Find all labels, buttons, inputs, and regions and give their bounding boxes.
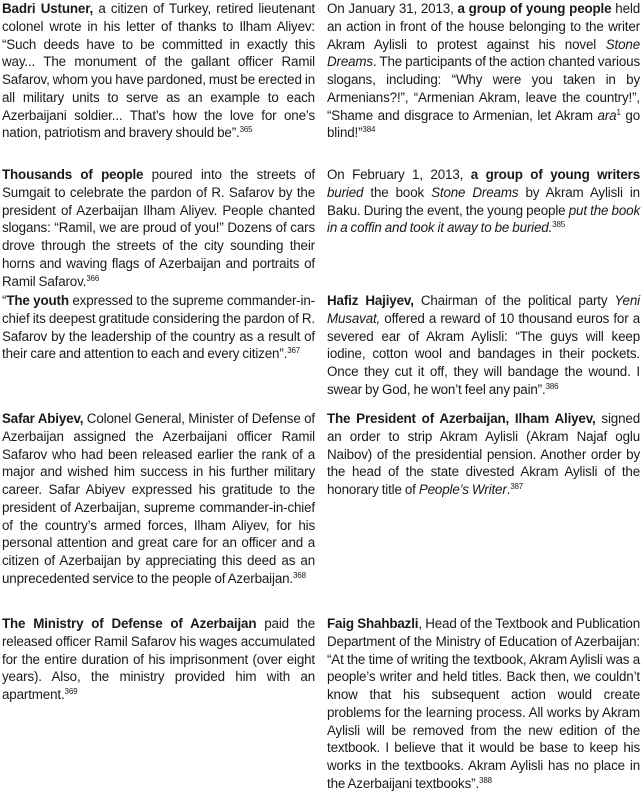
open-quote: “ xyxy=(2,293,7,308)
paragraph-lead: a group of young people xyxy=(457,1,612,16)
book-title: Stone Dreams xyxy=(431,184,519,200)
footnote-ref[interactable]: 385 xyxy=(552,220,566,230)
italic-term: ara xyxy=(597,107,617,123)
party-name: Yeni Musavat, xyxy=(327,293,640,326)
paragraph-young-writers-burial xyxy=(327,166,640,237)
paragraph-the-youth xyxy=(2,292,315,363)
paragraph-text: On January 31, 2013, xyxy=(327,1,458,16)
footnote-ref[interactable]: 387 xyxy=(510,482,524,491)
paragraph-text: expressed to the supreme commander-in-chief its deepest gratitude considering the pardon of R. Safarov by the leadership of the country as a result of their care and attention to each and every citizen”. xyxy=(2,293,315,362)
paragraph-hafiz-hajiyev xyxy=(327,292,640,399)
paragraph-text: go blind!” xyxy=(327,107,640,141)
honorary-title: People’s Writer xyxy=(418,482,507,497)
paragraph-president-order xyxy=(327,410,640,499)
paragraph-lead: The Ministry of Defense of Azerbaijan xyxy=(2,616,257,631)
paragraph-lead: a group of young writers xyxy=(470,167,641,182)
paragraph-text: offered a reward of 10 thousand euros for a severed ear of Akram Aylisli: “The guys will keep iodine, cotton wool and bandages in their pockets. Once they cut it off, they will bandage the wound. I swear by God, he won’t feel any pain”. xyxy=(327,310,640,397)
paragraph-text: signed an order to strip Akram Aylisli (Akram Najaf oglu Naibov) of the presidential pension. Another order by the head of the state divested Akram Aylisli of the honorary title of xyxy=(327,411,640,497)
paragraph-text: Colonel General, Minister of Defense of Azerbaijan assigned the Azerbaijani officer Ramil Safarov who had been released earlier the rank of a major and wished him success in his further military career. Safar Abiyev expressed his gratitude to the president of Azerbaijan, supreme commander-in-chief of the country’s armed forces, Ilham Aliyev, for his personal attention and great care for an officer and a citizen of Azerbaijan by appreciating this deed as an unprecedented service to the people of Azerbaijan. xyxy=(2,411,315,586)
footnote-ref[interactable]: 384 xyxy=(362,125,376,135)
footnote-ref[interactable]: 367 xyxy=(287,346,301,356)
paragraph-text: , Head of the Textbook and Publication Department of the Ministry of Education of Azerbaijan: “At the time of writing the textbook, Akram Aylisli was a people’s writer and held titles. Back then, we couldn’t know that his subsequent action would create problems for the learning process. All works by Akram Aylisli will be removed from the new edition of the textbook. I believe that it would be base to keep his works in the textbooks. Akram Aylisli has no place in the Azerbaijani textbooks”. xyxy=(327,616,640,791)
paragraph-text: the book xyxy=(363,184,432,200)
paragraph-text: a citizen of Turkey, retired lieutenant colonel wrote in his letter of thanks to Ilham Aliyev: “Such deeds have to be committed in exactly this way... The monument of the gallant officer Ramil Safarov, whom you have pardoned, must be erected in all military units to serve as an example to each Azerbaijani soldier... That’s how the love for one’s nation, patriotism and bravery should be”. xyxy=(2,1,315,141)
paragraph-text: . The participants of the action chanted various slogans, including: “Why were you taken in by Armenians?!”, “Armenian Akram, leave the country!”, “Shame and disgrace to Armenian, let Akram xyxy=(327,54,640,123)
note-marker: 1 xyxy=(616,107,621,117)
footnote-ref[interactable]: 386 xyxy=(545,381,559,391)
paragraph-text: Chairman of the political party xyxy=(413,293,615,308)
paragraph-text: poured into the streets of Sumgait to celebrate the pardon of R. Safarov by the president of Azerbaijan Ilham Aliyev. People chanted slogans: “Ramil, we are proud of you!” Dozens of cars drove through the streets of the city sounding their horns and waving flags of Azerbaijan and portraits of Ramil Safarov. xyxy=(2,167,315,289)
paragraph-lead: The youth xyxy=(6,293,69,308)
paragraph-lead: Thousands of people xyxy=(2,167,144,182)
footnote-ref[interactable]: 365 xyxy=(239,125,253,135)
paragraph-lead: Faig Shahbazli xyxy=(327,616,419,631)
paragraph-text: paid the released officer Ramil Safarov his wages accumulated for the entire duration of his imprisonment (over eight years). Also, the ministry provided him with an apartment. xyxy=(2,616,316,702)
paragraph-young-people-protest xyxy=(327,0,640,142)
paragraph-lead: Safar Abiyev, xyxy=(2,411,84,426)
paragraph-ministry-of-defense xyxy=(2,615,315,704)
paragraph-safar-abiyev xyxy=(2,410,315,588)
footnote-ref[interactable]: 366 xyxy=(86,273,100,283)
paragraph-faig-shahbazli xyxy=(327,615,640,793)
paragraph-lead: Badri Ustuner, xyxy=(2,1,94,16)
footnote-ref[interactable]: 369 xyxy=(64,687,78,696)
paragraph-text: . xyxy=(506,482,511,497)
paragraph-text: by Akram Aylisli in Baku. During the event, the young people xyxy=(327,184,640,218)
paragraph-lead: Hafiz Hajiyev, xyxy=(327,293,414,308)
italic-term: buried xyxy=(327,184,364,200)
paragraph-thousands-of-people xyxy=(2,166,315,290)
book-title: Stone Dreams xyxy=(327,36,640,70)
paragraph-lead: The President of Azerbaijan, Ilham Aliyev, xyxy=(327,411,596,426)
italic-phrase: put the book in a coffin and took it away to be buried. xyxy=(327,202,640,236)
footnote-ref[interactable]: 388 xyxy=(479,775,492,785)
footnote-ref[interactable]: 368 xyxy=(293,570,306,580)
paragraph-badri-ustuner xyxy=(2,0,315,142)
paragraph-text: held an action in front of the house belonging to the writer Akram Aylisli to protest against his novel xyxy=(327,1,641,52)
paragraph-text: On February 1, 2013, xyxy=(327,167,471,182)
